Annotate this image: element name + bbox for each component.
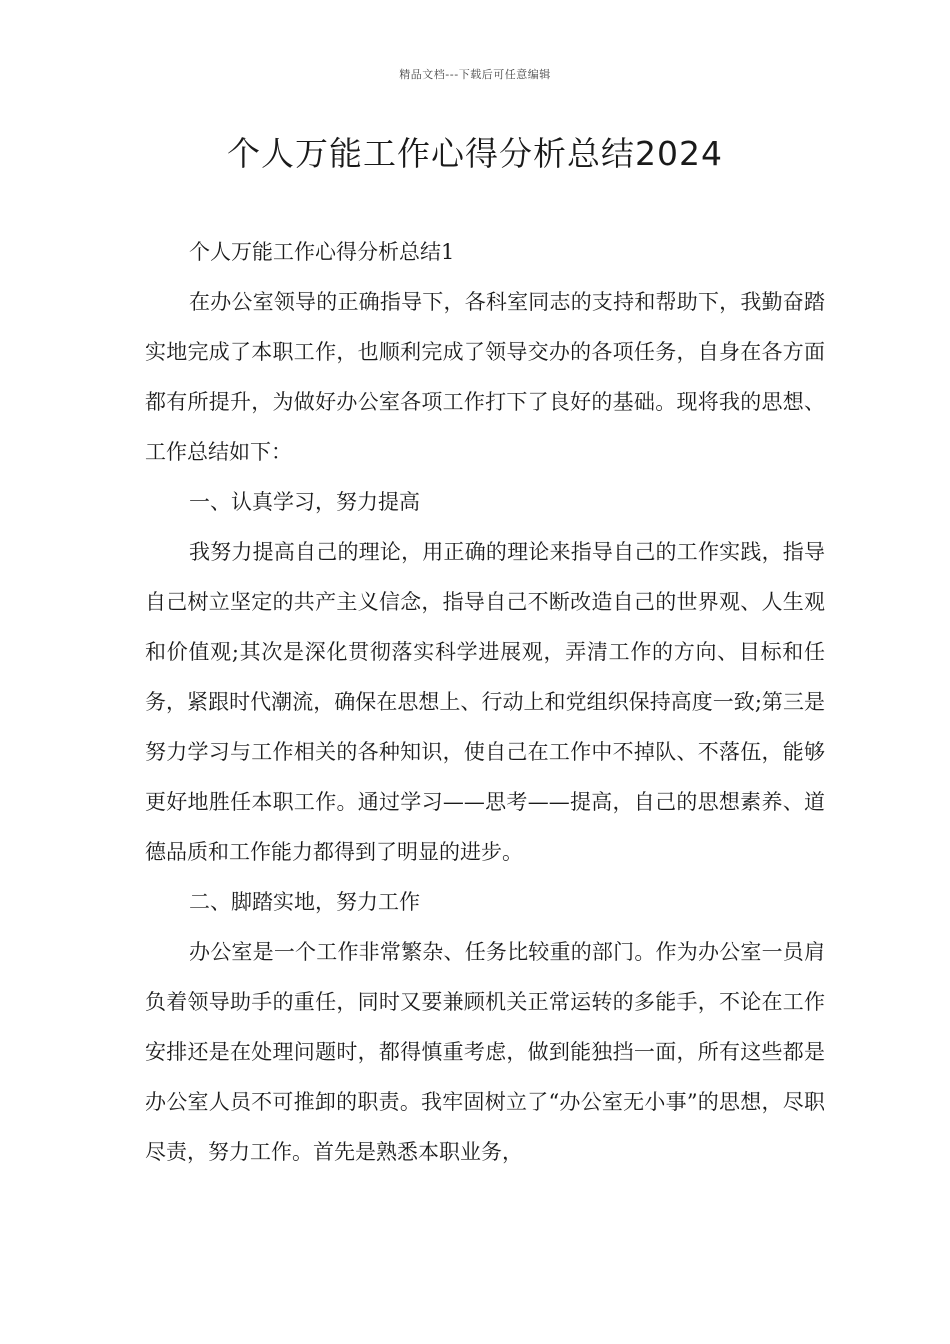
section-heading-work: 二、脚踏实地，努力工作 — [189, 890, 420, 914]
section-heading-study: 一、认真学习，努力提高 — [189, 490, 420, 514]
paragraph-work: 办公室是一个工作非常繁杂、任务比较重的部门。作为办公室一员肩负着领导助手的重任，同时又要兼顾机关正常运转的多能手，不论在工作安排还是在处理问题时，都得慎重考虑，做到能独挡一面，所有这些都是办公室人员不可推卸的职责。我牢固树立了“办公室无小事”的思想，尽职尽责，努力工作。首先是熟悉本职业务， — [145, 940, 825, 1164]
paragraph-study: 我努力提高自己的理论，用正确的理论来指导自己的工作实践，指导自己树立坚定的共产主义信念，指导自己不断改造自己的世界观、人生观和价值观;其次是深化贯彻落实科学进展观，弄清工作的方向、目标和任务，紧跟时代潮流，确保在思想上、行动上和党组织保持高度一致;第三是努力学习与工作相关的各种知识，使自己在工作中不掉队、不落伍，能够更好地胜任本职工作。通过学习——思考——提高，自己的思想素养、道德品质和工作能力都得到了明显的进步。 — [145, 540, 825, 864]
header-note: 精品文档---下载后可任意编辑 — [399, 68, 551, 81]
paragraph-intro: 在办公室领导的正确指导下，各科室同志的支持和帮助下，我勤奋踏实地完成了本职工作，也顺利完成了领导交办的各项任务，自身在各方面都有所提升，为做好办公室各项工作打下了良好的基础。现将我的思想、工作总结如下： — [145, 290, 825, 464]
document-title: 个人万能工作心得分析总结2024 — [227, 134, 723, 173]
section-heading-1: 个人万能工作心得分析总结1 — [189, 240, 455, 264]
document-body — [145, 227, 825, 1177]
